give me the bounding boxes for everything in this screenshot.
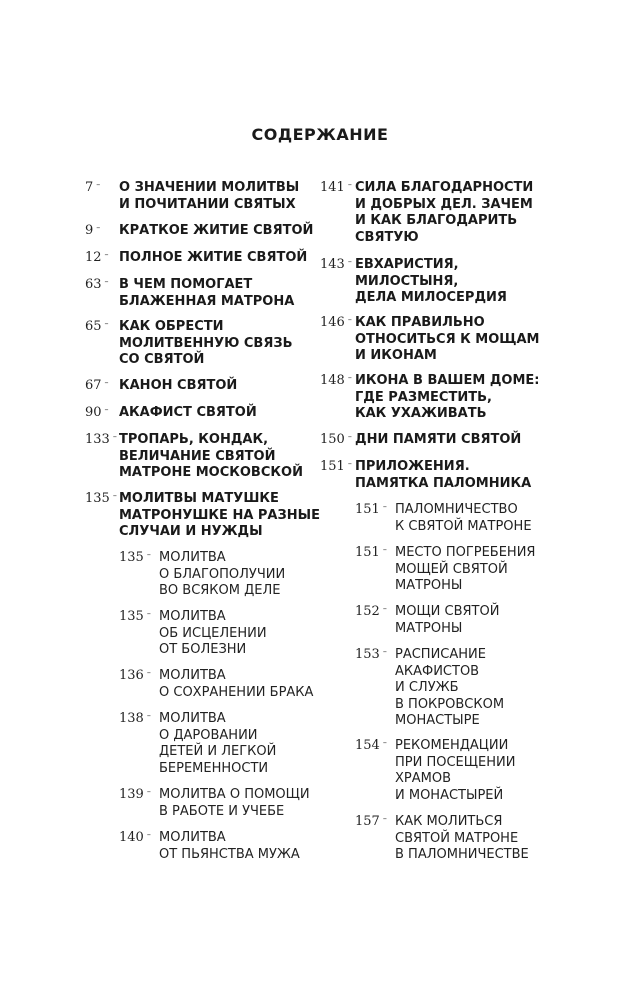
page-number: 136 – — [119, 668, 151, 683]
page-dash: – — [347, 180, 352, 189]
toc-entry — [85, 432, 303, 482]
page-dash: – — [146, 787, 151, 796]
toc-subentry-title: МОЛИТВА ОТ ПЬЯНСТВА МУЖА — [159, 830, 300, 862]
page-number: 151 – — [355, 502, 387, 517]
page-title: СОДЕРЖАНИЕ — [251, 125, 389, 144]
page-dash: – — [382, 647, 387, 656]
page-dash: – — [104, 405, 109, 414]
toc-entry — [355, 814, 529, 864]
toc-entry-title: КРАТКОЕ ЖИТИЕ СВЯТОЙ — [119, 223, 314, 238]
toc-entry-title: КАНОН СВЯТОЙ — [119, 378, 238, 393]
page-number: 146 – — [320, 315, 352, 330]
toc-entry-title: ПРИЛОЖЕНИЯ. ПАМЯТКА ПАЛОМНИКА — [355, 459, 532, 491]
page-number: 133 – — [85, 432, 117, 447]
page-number: 63 – — [85, 277, 109, 292]
page-dash: – — [146, 609, 151, 618]
toc-entry-title: В ЧЕМ ПОМОГАЕТ БЛАЖЕННАЯ МАТРОНА — [119, 277, 295, 309]
page-dash: – — [347, 459, 352, 468]
page-number: 151 – — [320, 459, 352, 474]
page-dash: – — [382, 738, 387, 747]
toc-entry-title: МОЛИТВЫ МАТУШКЕ МАТРОНУШКЕ НА РАЗНЫЕ СЛУЧАИ И НУЖДЫ — [119, 491, 320, 539]
toc-subentry-title: МОЩИ СВЯТОЙ МАТРОНЫ — [395, 604, 500, 636]
toc-entry — [85, 378, 237, 395]
page-dash: – — [382, 604, 387, 613]
page-number: 138 – — [119, 711, 151, 726]
toc-subentry-title: МОЛИТВА О СОХРАНЕНИИ БРАКА — [159, 668, 314, 700]
toc-subentry-title: МОЛИТВА О ПОМОЩИ В РАБОТЕ И УЧЕБЕ — [159, 787, 310, 819]
toc-entry-title: ТРОПАРЬ, КОНДАК, ВЕЛИЧАНИЕ СВЯТОЙ МАТРОНЕ МОСКОВСКОЙ — [119, 432, 303, 480]
page-number: 139 – — [119, 787, 151, 802]
page-number: 143 – — [320, 257, 352, 272]
page-number: 141 – — [320, 180, 352, 195]
toc-entry — [320, 257, 507, 307]
page-dash: – — [104, 250, 109, 259]
page-number: 9 – — [85, 223, 101, 238]
toc-entry — [119, 787, 310, 820]
page-dash: – — [112, 491, 117, 500]
page-number: 140 – — [119, 830, 151, 845]
toc-subentry-title: МОЛИТВА ОБ ИСЦЕЛЕНИИ ОТ БОЛЕЗНИ — [159, 609, 267, 657]
toc-entry-title: ПОЛНОЕ ЖИТИЕ СВЯТОЙ — [119, 250, 308, 265]
page-number: 65 – — [85, 319, 109, 334]
toc-entry — [85, 405, 257, 422]
page-number: 150 – — [320, 432, 352, 447]
page-dash: – — [96, 223, 101, 232]
page-number: 135 – — [85, 491, 117, 506]
toc-entry — [85, 180, 299, 213]
toc-entry-title: АКАФИСТ СВЯТОЙ — [119, 405, 257, 420]
toc-entry — [320, 459, 531, 492]
page-dash: – — [146, 668, 151, 677]
page-dash: – — [382, 545, 387, 554]
page-number: 67 – — [85, 378, 109, 393]
page-number: 154 – — [355, 738, 387, 753]
page-dash: – — [382, 502, 387, 511]
toc-entry — [355, 545, 535, 595]
toc-subentry-title: МОЛИТВА О БЛАГОПОЛУЧИИ ВО ВСЯКОМ ДЕЛЕ — [159, 550, 286, 598]
toc-entry-title: О ЗНАЧЕНИИ МОЛИТВЫ И ПОЧИТАНИИ СВЯТЫХ — [119, 180, 300, 212]
toc-entry — [85, 491, 320, 541]
page-dash: – — [382, 814, 387, 823]
page-dash: – — [347, 373, 352, 382]
page-number: 157 – — [355, 814, 387, 829]
page-number: 151 – — [355, 545, 387, 560]
page-dash: – — [347, 432, 352, 441]
page-number: 148 – — [320, 373, 352, 388]
page-number: 152 – — [355, 604, 387, 619]
toc-subentry-title: ПАЛОМНИЧЕСТВО К СВЯТОЙ МАТРОНЕ — [395, 502, 532, 534]
page-number: 90 – — [85, 405, 109, 420]
toc-entry — [119, 668, 313, 701]
page-number: 153 – — [355, 647, 387, 662]
toc-subentry-title: КАК МОЛИТЬСЯ СВЯТОЙ МАТРОНЕ В ПАЛОМНИЧЕСТВЕ — [395, 814, 529, 862]
toc-entry — [119, 609, 267, 659]
toc-entry — [355, 604, 499, 637]
toc-entry — [85, 223, 313, 240]
page-dash: – — [104, 378, 109, 387]
toc-entry — [119, 830, 300, 863]
toc-entry — [355, 502, 532, 535]
page-dash: – — [104, 319, 109, 328]
page-number: 135 – — [119, 609, 151, 624]
toc-subentry-title: РАСПИСАНИЕ АКАФИСТОВ И СЛУЖБ В ПОКРОВСКОМ МОНАСТЫРЕ — [395, 647, 505, 728]
toc-entry — [320, 180, 533, 246]
page-dash: – — [146, 830, 151, 839]
page-dash: – — [112, 432, 117, 441]
page-dash: – — [146, 550, 151, 559]
page-number: 12 – — [85, 250, 109, 265]
page-dash: – — [146, 711, 151, 720]
toc-entry — [320, 315, 540, 365]
page-number: 7 – — [85, 180, 101, 195]
toc-entry — [355, 738, 515, 804]
toc-entry — [320, 432, 521, 449]
toc-subentry-title: МЕСТО ПОГРЕБЕНИЯ МОЩЕЙ СВЯТОЙ МАТРОНЫ — [395, 545, 536, 593]
page-dash: – — [96, 180, 101, 189]
toc-entry-title: ЕВХАРИСТИЯ, МИЛОСТЫНЯ, ДЕЛА МИЛОСЕРДИЯ — [355, 257, 507, 305]
toc-entry-title: КАК ОБРЕСТИ МОЛИТВЕННУЮ СВЯЗЬ СО СВЯТОЙ — [119, 319, 293, 367]
toc-entry-title: ДНИ ПАМЯТИ СВЯТОЙ — [355, 432, 522, 447]
toc-entry-title: КАК ПРАВИЛЬНО ОТНОСИТЬСЯ К МОЩАМ И ИКОНАМ — [355, 315, 540, 363]
toc-entry — [85, 319, 293, 369]
toc-subentry-title: МОЛИТВА О ДАРОВАНИИ ДЕТЕЙ И ЛЕГКОЙ БЕРЕМЕННОСТИ — [159, 711, 277, 776]
toc-entry — [85, 277, 294, 310]
page-dash: – — [347, 257, 352, 266]
toc-entry-title: ИКОНА В ВАШЕМ ДОМЕ: ГДЕ РАЗМЕСТИТЬ, КАК УХАЖИВАТЬ — [355, 373, 540, 421]
toc-subentry-title: РЕКОМЕНДАЦИИ ПРИ ПОСЕЩЕНИИ ХРАМОВ И МОНАСТЫРЕЙ — [395, 738, 516, 803]
page-dash: – — [104, 277, 109, 286]
page-dash: – — [347, 315, 352, 324]
toc-entry-title: СИЛА БЛАГОДАРНОСТИ И ДОБРЫХ ДЕЛ. ЗАЧЕМ И КАК БЛАГОДАРИТЬ СВЯТУЮ — [355, 180, 534, 245]
toc-entry — [119, 550, 285, 600]
toc-entry — [85, 250, 307, 267]
toc-entry — [355, 647, 504, 730]
toc-entry — [320, 373, 539, 423]
page-number: 135 – — [119, 550, 151, 565]
toc-entry — [119, 711, 276, 777]
